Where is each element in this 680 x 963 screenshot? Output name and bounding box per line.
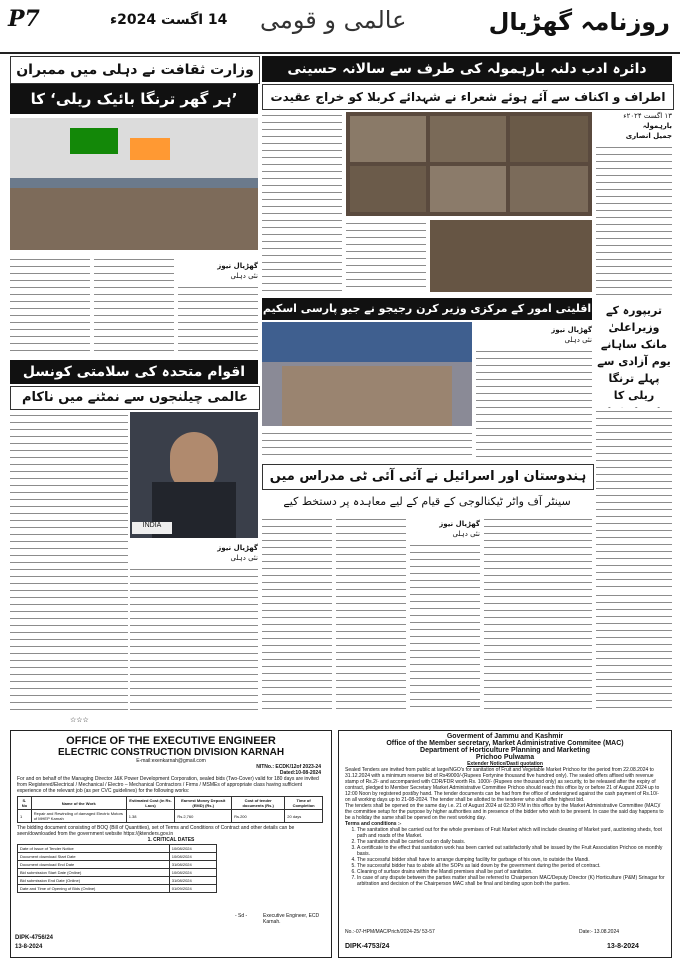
byline-credit: گھڑیال نیوز	[217, 544, 258, 552]
byline-credit: گھڑیال نیوز	[439, 520, 480, 528]
col-header: S. No	[18, 797, 32, 810]
headline-mushaira: دائرہ ادب دلنہ بارہمولہ کی طرف سے سالانہ حسینی	[262, 56, 672, 82]
subhead-parliament-rally: ’ہر گھر ترنگا بائیک ریلی‘ کا	[10, 84, 258, 114]
col-header: Name of the Work	[31, 797, 126, 810]
tender-notice-karnah	[10, 730, 332, 958]
headline-india-israel: ہندوستان اور اسرائیل نے آئی آئی ٹی مدراس میں	[262, 464, 594, 490]
subhead-india-israel: سینٹر آف واٹر ٹیکنالوجی کے قیام کے لیے معاہدہ پر دستخط کیے	[283, 495, 571, 508]
date-label: Bid submission End Date (Online)	[18, 877, 170, 885]
text-column	[262, 516, 332, 712]
newspaper-name: روزنامہ گھڑیال	[488, 8, 670, 36]
tender-notice-prichoo	[338, 730, 672, 958]
byline-place: بارہمولہ	[642, 122, 672, 130]
signoff-sd: - Sd -	[235, 913, 248, 919]
text-column	[10, 256, 90, 356]
text-column	[596, 592, 672, 712]
text-column	[410, 542, 480, 712]
country-nameplate: INDIA	[132, 522, 172, 534]
byline-place: نئی دہلی	[452, 530, 480, 538]
notice-body: Sealed Tenders are invited from public at large/NGO's for sanitation of Fruit and Vegetable Market Prichoo for the period from 22.08.2024 to 31.12.2024 with a minimum reserve bid of Rs49000/-(Rupees Fortynine thousand five hundred only). The sealed offers affixed with revenue stamp of Rs.2/- and accompanied with CDR/FDR worth Rs. 1000/- (Rupees one thousand only) as security, to be released after the expiry of contract, pledged to Member Secretary Market Administrative Committee Prichoo should reach this office by or before 21 of August 2024 up to 12:00 Noon by registered post/by hand. The tender documents can be had from the office of undersigned against the cash payment of Rs.10/- on all working days up to 21-08-2024. The tender shall be allotted to the tenderer who shall offer highest bid.	[345, 767, 660, 803]
table-cell: Repair and Rewinding of damaged Electric Motors of MHEP Karnah	[31, 810, 126, 823]
date-value: 10/08/2024	[169, 869, 216, 877]
text-column	[336, 516, 406, 712]
works-table	[17, 796, 323, 823]
date-value: 31/08/2024	[169, 861, 216, 869]
col-header: Earnest Money Deposit (EMD) (Rs.)	[175, 797, 232, 810]
list-item: 4. The successful bidder shall have to arrange dumping facility for garbage of his own, to outside the Mandi.	[357, 857, 665, 863]
date-label: Document download End Date	[18, 861, 170, 869]
dipk-date: 13-8-2024	[15, 944, 43, 950]
byline-reporter: جمیل انصاری	[625, 132, 672, 140]
ad-location: Prichoo Pulwama	[475, 754, 535, 761]
date-value: 10/08/2024	[169, 853, 216, 861]
byline-credit: گھڑیال نیوز	[551, 326, 592, 334]
signoff-officer: Executive Engineer, ECD Karnah.	[263, 913, 320, 925]
issue-date: 14 اگست 2024ء	[110, 12, 228, 28]
list-item: 5. The successful bidder has to abide all the SOPs as laid down by the government during the period of contract.	[357, 863, 665, 869]
table-cell: Rs.2,760	[175, 810, 232, 823]
ad-title: OFFICE OF THE EXECUTIVE ENGINEER	[66, 735, 276, 747]
text-column	[262, 112, 342, 292]
rally-photo	[10, 118, 258, 250]
date-label: Date of Issue of Tender Notice	[18, 845, 170, 853]
date-label: Date and Time of Opening of Bids (Online)	[18, 885, 170, 893]
col-header: Time of Completion	[285, 797, 323, 810]
date-value: 01/09/2024	[169, 885, 216, 893]
table-row	[18, 877, 217, 885]
nit-date: Dated:10-08-2024	[279, 770, 321, 776]
notice-title: Extender Notice/Dasti quotation	[467, 761, 543, 767]
list-item: 2. The sanitation shall be carried out on daily basis.	[357, 839, 665, 845]
mushaira-photo-collage	[346, 112, 592, 216]
text-column	[178, 284, 258, 356]
table-cell: Rs.200	[232, 810, 285, 823]
byline-place: نئی دہلی	[230, 272, 258, 280]
table-row	[18, 869, 217, 877]
reference-number: No.:-07-HPM/MAC/Prich/2024-25/ 53-57	[345, 929, 435, 935]
table-row	[18, 810, 323, 823]
headline-tripura: تریپورہ کے وزیراعلیٰ مانک ساہانے یوم آزادی سے پہلے ترنگا ریلی کا	[597, 304, 671, 402]
table-cell: 1	[18, 810, 32, 823]
masthead	[0, 0, 680, 54]
subhead-mushaira: اطراف و اکناف سے آئے ہوئے شعراء نے شہدائے کربلا کو خراج عقیدت	[262, 84, 674, 110]
table-cell: 20 days	[285, 810, 323, 823]
dipk-number: DIPK-4756/24	[15, 935, 54, 941]
headline-parsi-scheme: اقلیتی امور کے مرکزی وزیر کرن رجیجو نے جیو پارسی اسکیم	[262, 298, 592, 320]
text-column	[130, 566, 258, 712]
headline-parliament-rally: وزارت ثقافت نے دہلی میں ممبران	[10, 56, 260, 84]
table-row	[18, 845, 217, 853]
text-column	[476, 348, 592, 460]
byline-credit: گھڑیال نیوز	[217, 262, 258, 270]
byline-place: نئی دہلی	[230, 554, 258, 562]
un-speaker-photo	[130, 412, 258, 538]
text-column	[10, 412, 128, 712]
text-column	[262, 430, 472, 460]
table-cell: 1.38	[126, 810, 175, 823]
date-label: Document download Start Date	[18, 853, 170, 861]
minister-launch-photo	[262, 322, 472, 426]
list-item: 6. Cleaning of surface drains within the Mandi premises shall be part of sanitation.	[357, 869, 665, 875]
notice-body-2: The tenders shall be opened on the same day i.e. 21 of August 2024 at 02:30 P.M in this office by the Market Administrative Committee (MAC)/ the committee setup for the purpose by higher authorities and in presence of the bidder who wish to be present. In case the said day happens to be a holiday the same shall be opened on the next working day.	[345, 803, 664, 821]
ad-intro: For and on behalf of the Managing Director J&K Power Development Corporation, sealed bids (Two-Cover) valid for 180 days are invited from Registered/Electrical / Mechanical / Electro – Mechanical Contractors / Firms / MSMEs of appropriate class having sufficient experience of the relevant job (as per CVC guidelines) for the following works:	[17, 776, 319, 794]
table-row	[18, 885, 217, 893]
text-column	[596, 144, 672, 298]
terms-title: Terms and conditions :-	[345, 821, 402, 827]
bid-note: The bidding document consisting of BOQ (Bill of Quantities), set of Terms and Conditions of Contract and other details can be seen/downloaded from the government website https://jktenders.gov.in	[17, 825, 295, 837]
date-value: 10/08/2024	[169, 845, 216, 853]
page-number: P7	[8, 6, 40, 32]
text-column	[596, 408, 672, 588]
text-column	[484, 516, 592, 712]
ad-department: Department of Horticulture Planning and Marketing	[420, 747, 590, 754]
date-label: Bid submission Start Date (Online)	[18, 869, 170, 877]
col-header: Estimated Cost (in Rs. Lacs)	[126, 797, 175, 810]
subhead-un-reform: عالمی چیلنجوں سے نمٹنے میں ناکام	[10, 386, 260, 410]
headline-un-reform: اقوام متحدہ کی سلامتی کونسل	[10, 360, 258, 384]
text-column	[94, 256, 174, 356]
table-row	[18, 861, 217, 869]
ad-title: Goverment of Jammu and Kashmir	[446, 733, 564, 740]
section-title: عالمی و قومی	[260, 6, 407, 34]
ad-email: E-mail:exenkarnah@gmail.com	[136, 758, 206, 764]
mushaira-photo-2	[430, 220, 592, 292]
end-stars: ☆☆☆	[70, 716, 89, 724]
table-row	[18, 853, 217, 861]
critical-dates-table	[17, 844, 217, 893]
list-item: 1. The sanitation shall be carried out for the whole premises of Fruit Market which will include cleaning of Market yard, auctioning sheds, foot path and roads of the Market.	[357, 827, 665, 839]
terms-list	[339, 827, 671, 887]
dipk-date: 13-8-2024	[607, 943, 639, 950]
list-item: 7. In case of any dispute between the parties matter shall be referred to Chairperson MAC/Deputy Director (K) Horticulture (P&M) Srinagar for arbitration and decision of the Chairperson MAC shall be final and binding upon both the parties.	[357, 875, 665, 887]
ad-subtitle: ELECTRIC CONSTRUCTION DIVISION KARNAH	[57, 747, 285, 758]
dipk-number: DIPK-4753/24	[345, 943, 390, 950]
text-column	[346, 220, 426, 292]
list-item: 3. A certificate to the effect that sanitation work has been carried out satisfactorily shall be issued by the Fruit Association Prichoo on monthly basis.	[357, 845, 665, 857]
critical-dates-title: 1. CRITICAL DATES	[147, 837, 195, 843]
dateline: ۱۳ اگست ۲۰۲۴ء	[623, 112, 672, 120]
col-header: Cost of tender documents (Rs.)	[232, 797, 285, 810]
date-value: 31/08/2024	[169, 877, 216, 885]
byline-place: نئی دہلی	[564, 336, 592, 344]
nit-number: NITNo.: ECDK/12of 2023-24	[256, 764, 321, 770]
reference-date: Date:- 13.08.2024	[579, 929, 620, 935]
ad-subtitle: Office of the Member secretary, Market Administrative Commitee (MAC)	[386, 740, 624, 747]
